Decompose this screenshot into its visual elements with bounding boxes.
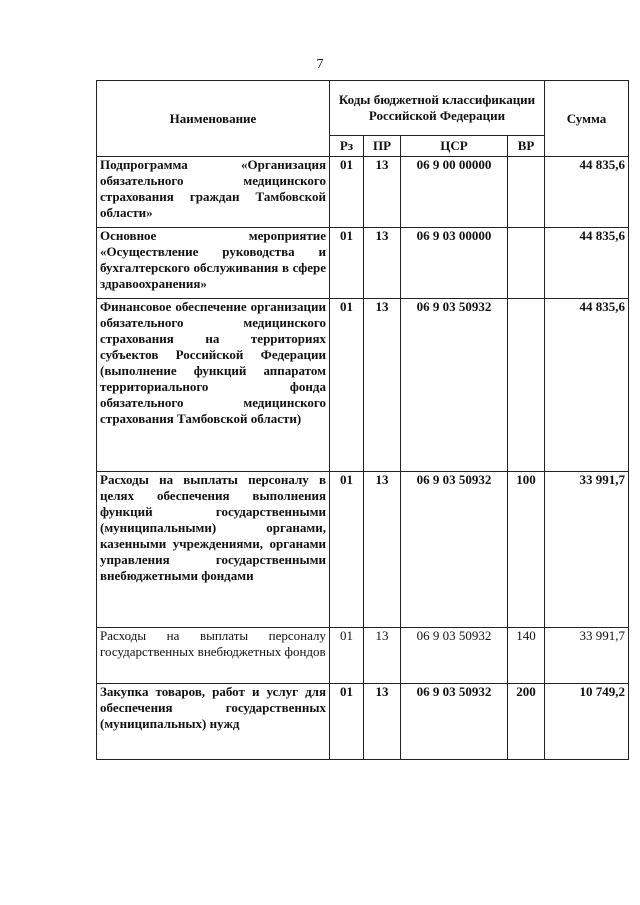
budget-table xyxy=(96,80,629,760)
row-vr: 140 xyxy=(508,628,545,684)
row-name: Финансовое обеспечение организации обязательного медицинского страхования на территориях субъектов Российской Федерации (выполнение функций аппаратом территориального фонда обязательного медицинского страхования Тамбовской области) xyxy=(97,299,330,472)
row-sum: 33 991,7 xyxy=(545,472,629,628)
row-rz: 01 xyxy=(330,628,364,684)
row-name: Подпрограмма «Организация обязательного медицинского страхования граждан Тамбовской области» xyxy=(97,157,330,228)
table-row xyxy=(97,228,629,299)
row-sum: 10 749,2 xyxy=(545,684,629,760)
header-rz: Рз xyxy=(330,136,364,157)
row-rz: 01 xyxy=(330,157,364,228)
table-row xyxy=(97,157,629,228)
row-vr: 100 xyxy=(508,472,545,628)
table-row xyxy=(97,684,629,760)
header-sum: Сумма xyxy=(545,81,629,157)
row-rz: 01 xyxy=(330,299,364,472)
row-sum: 33 991,7 xyxy=(545,628,629,684)
header-vr: ВР xyxy=(508,136,545,157)
row-rz: 01 xyxy=(330,472,364,628)
row-name: Основное мероприятие «Осуществление руководства и бухгалтерского обслуживания в сфере здравоохранения» xyxy=(97,228,330,299)
row-pr: 13 xyxy=(364,472,401,628)
row-csr: 06 9 03 50932 xyxy=(401,628,508,684)
page-number: 7 xyxy=(316,57,324,72)
row-sum: 44 835,6 xyxy=(545,299,629,472)
table-row xyxy=(97,299,629,472)
header-name: Наименование xyxy=(97,81,330,157)
header-codes: Коды бюджетной классификации Российской Федерации xyxy=(330,81,545,136)
row-sum: 44 835,6 xyxy=(545,228,629,299)
table-row xyxy=(97,628,629,684)
row-pr: 13 xyxy=(364,684,401,760)
row-rz: 01 xyxy=(330,228,364,299)
row-name: Расходы на выплаты персоналу в целях обеспечения выполнения функций государственными (муниципальными) органами, казенными учреждениями, органами управления государственными внебюджетными фондами xyxy=(97,472,330,628)
row-vr: 200 xyxy=(508,684,545,760)
row-pr: 13 xyxy=(364,299,401,472)
row-sum: 44 835,6 xyxy=(545,157,629,228)
row-csr: 06 9 03 00000 xyxy=(401,228,508,299)
row-vr xyxy=(508,299,545,472)
row-pr: 13 xyxy=(364,628,401,684)
row-name: Расходы на выплаты персоналу государственных внебюджетных фондов xyxy=(97,628,330,684)
row-csr: 06 9 03 50932 xyxy=(401,299,508,472)
header-pr: ПР xyxy=(364,136,401,157)
header-csr: ЦСР xyxy=(401,136,508,157)
row-csr: 06 9 03 50932 xyxy=(401,684,508,760)
row-rz: 01 xyxy=(330,684,364,760)
row-name: Закупка товаров, работ и услуг для обеспечения государственных (муниципальных) нужд xyxy=(97,684,330,760)
row-vr xyxy=(508,228,545,299)
row-pr: 13 xyxy=(364,157,401,228)
row-csr: 06 9 03 50932 xyxy=(401,472,508,628)
row-vr xyxy=(508,157,545,228)
row-pr: 13 xyxy=(364,228,401,299)
table-row xyxy=(97,472,629,628)
row-csr: 06 9 00 00000 xyxy=(401,157,508,228)
